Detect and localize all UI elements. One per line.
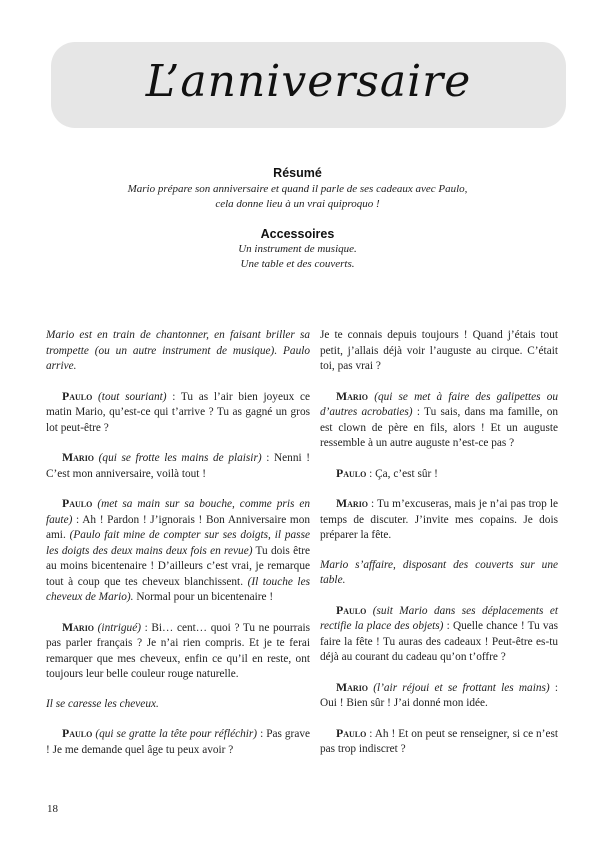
dialogue-line <box>46 389 310 437</box>
stage-aside: (met sa main sur sa bouche, comme pris en faute) <box>46 498 310 526</box>
speaker-name: Mario <box>336 679 369 694</box>
speech-text: : Oui ! Bien sûr ! J’ai donné mon idée. <box>320 681 558 709</box>
right-column <box>320 328 558 772</box>
speech-text: : Pas grave ! Je me demande quel âge tu peux avoir ? <box>46 728 310 756</box>
dialogue-line <box>320 466 558 483</box>
speaker-name: Mario <box>336 496 369 510</box>
speech-text: : Ah ! Et on peut se renseigner, si ce n’est pas trop indiscret ? <box>320 727 558 755</box>
stage-aside: (suit Mario dans ses déplacements et rectifie la place des objets) <box>320 604 559 632</box>
stage-aside: (l’air réjoui et se frottant les mains) <box>373 681 550 694</box>
dialogue-line <box>320 496 558 544</box>
stage-aside: (qui se met à faire des galipettes ou d’autres acrobaties) <box>320 390 558 418</box>
resume-line-2: cela donne lieu à un vrai quiproquo ! <box>215 198 380 210</box>
speech-text: : Quelle chance ! Tu vas faire la fête ! Tu auras des cadeaux ! Peut-être es-tu déjà au courant du cadeau qu’on t’offre ? <box>320 620 558 663</box>
title-banner <box>51 42 566 128</box>
speaker-name: Mario <box>62 450 95 464</box>
stage-aside: (tout souriant) <box>98 390 167 403</box>
speaker-name: Paulo <box>336 725 367 740</box>
speaker-name: Paulo <box>62 388 93 403</box>
speech-text: Normal pour un bicentenaire ! <box>133 591 274 603</box>
speech-text: : Tu sais, dans ma famille, on est clown de père en fils, alors ! Et un auguste ressemble à un autre auguste n’est-ce pas ? <box>320 406 559 449</box>
speech-text: : Tu as l’air bien joyeux ce matin Mario, qu’est-ce qui t’arrive ? Tu as gagné un gros lot peut-être ? <box>46 390 310 434</box>
stage-aside: (Paulo fait mine de compter sur ses doigts, il passe les doigts des deux mains deux fois en revue) <box>46 529 310 557</box>
dialogue-line <box>320 603 558 666</box>
dialogue-line <box>320 726 558 758</box>
stage-aside: (qui se frotte les mains de plaisir) <box>98 452 262 464</box>
dialogue-line <box>320 389 558 452</box>
speaker-name: Mario <box>336 388 369 403</box>
stage-aside: (qui se gratte la tête pour réfléchir) <box>95 728 258 740</box>
stage-aside: (intrigué) <box>97 621 141 634</box>
dialogue-line <box>46 726 310 758</box>
stage-direction: Mario s’affaire, disposant des couverts sur une table. <box>320 558 558 586</box>
page-number: 18 <box>47 803 58 815</box>
page-title: L’anniversaire <box>145 56 472 107</box>
dialogue-line <box>46 620 310 683</box>
dialogue-line <box>46 496 310 606</box>
stage-direction: Mario est en train de chantonner, en faisant briller sa trompette (ou un autre instrument de musique). Paulo arrive. <box>46 329 310 372</box>
accessoires-line-1: Un instrument de musique. <box>238 243 357 255</box>
left-column <box>46 328 310 772</box>
accessoires-heading: Accessoires <box>260 227 335 241</box>
dialogue-line <box>320 680 558 712</box>
speaker-name: Mario <box>62 619 95 634</box>
speaker-name: Paulo <box>62 496 93 510</box>
speech-text: Tu dois être au moins bicentenaire ! D’ailleurs c’est vrai, je remarque tout à coup que tes cheveux blanchissent. <box>46 544 310 588</box>
accessoires-line-2: Une table et des couverts. <box>240 258 355 270</box>
speech-text: : Tu m’excuseras, mais je n’ai pas trop le temps de discuter. J’invite mes copains. Je dois préparer la fête. <box>320 498 558 541</box>
speaker-name: Paulo <box>336 602 367 617</box>
speaker-name: Paulo <box>336 465 367 480</box>
speech-text: : Nenni ! C’est mon anniversaire, voilà tout ! <box>46 452 311 480</box>
resume-line-1: Mario prépare son anniversaire et quand il parle de ses cadeaux avec Paulo, <box>127 183 468 195</box>
speech-text: : Ça, c’est sûr ! <box>366 467 438 480</box>
speech-text: : Ah ! Pardon ! J’ignorais ! Bon Anniversaire mon ami. <box>46 513 310 541</box>
speech-continuation: Je te connais depuis toujours ! Quand j’étais tout petit, j’allais déjà voir l’auguste au cirque. C’était toi, pas vrai ? <box>320 329 558 372</box>
speech-text: : Bi… cent… quoi ? Tu ne pourrais pas parler français ? Je n’ai rien compris. Et je te ferai remarquer que mes cheveux, enfin ce qu’il en reste, ont toujours leur belle couleur rouge naturelle. <box>46 621 310 680</box>
stage-aside: (Il touche les cheveux de Mario). <box>46 575 310 603</box>
speaker-name: Paulo <box>62 726 93 740</box>
dialogue-line <box>46 450 310 482</box>
resume-heading: Résumé <box>273 166 322 180</box>
stage-direction: Il se caresse les cheveux. <box>46 697 159 710</box>
